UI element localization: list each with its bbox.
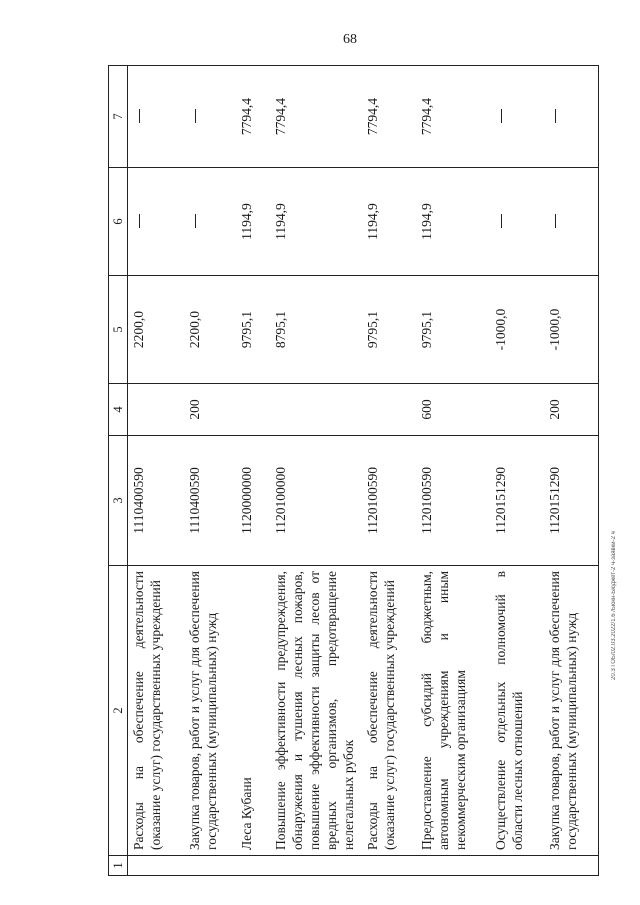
target-code: 1120100590 [362, 436, 416, 566]
document-footer-note: 20.3 ГОБ/02.03.2022/1.6 /Бюкн-Бюджет-2 ч-заявки-2 ч [611, 531, 617, 680]
amount-col6 [184, 168, 236, 276]
col1-cell [362, 856, 416, 876]
header-col-3: 3 [109, 436, 128, 566]
col1-cell [490, 856, 544, 876]
amount-col7: 7794,4 [236, 66, 270, 168]
amount-col7 [128, 66, 185, 168]
amount-col7 [184, 66, 236, 168]
col1-cell [184, 856, 236, 876]
expense-type: 200 [184, 384, 236, 436]
page-number: 68 [343, 32, 357, 47]
amount-col5: 2200,0 [128, 276, 185, 384]
item-name: Предоставление субсидий бюджетным, автономным учреждениям и иным некоммерческим организациям [416, 566, 490, 856]
dash-mark [555, 215, 556, 229]
item-name: Закупка товаров, работ и услуг для обеспечения государственных (муниципальных) нужд [184, 566, 236, 856]
dash-mark [195, 110, 196, 124]
dash-mark [139, 215, 140, 229]
amount-col7: 7794,4 [416, 66, 490, 168]
expense-type [236, 384, 270, 436]
table-row [270, 66, 362, 876]
dash-mark [501, 215, 502, 229]
budget-table [108, 65, 599, 876]
expense-type [490, 384, 544, 436]
table-row [128, 66, 185, 876]
table-row [362, 66, 416, 876]
amount-col6: 1194,9 [362, 168, 416, 276]
expense-type [128, 384, 185, 436]
amount-col5: 9795,1 [236, 276, 270, 384]
item-name: Повышение эффективности предупреждения, обнаружения и тушения лесных пожаров, повышение эффективности защиты лесов от вредных организмов, предотвращение нелегальных рубок [270, 566, 362, 856]
amount-col5: -1000,0 [544, 276, 599, 384]
table-row [416, 66, 490, 876]
header-col-1: 1 [109, 856, 128, 876]
table-row [236, 66, 270, 876]
amount-col5: 2200,0 [184, 276, 236, 384]
expense-type: 600 [416, 384, 490, 436]
amount-col7 [490, 66, 544, 168]
rotated-table-wrapper [108, 66, 583, 876]
header-col-2: 2 [109, 566, 128, 856]
col1-cell [128, 856, 185, 876]
item-name: Расходы на обеспечение деятельности (оказание услуг) государственных учреждений [128, 566, 185, 856]
amount-col7 [544, 66, 599, 168]
target-code: 1120151290 [544, 436, 599, 566]
col1-cell [416, 856, 490, 876]
col1-cell [544, 856, 599, 876]
dash-mark [195, 215, 196, 229]
header-row [109, 66, 128, 876]
table-row [490, 66, 544, 876]
amount-col5: 8795,1 [270, 276, 362, 384]
header-col-6: 6 [109, 168, 128, 276]
amount-col5: 9795,1 [416, 276, 490, 384]
item-name: Леса Кубани [236, 566, 270, 856]
amount-col6: 1194,9 [270, 168, 362, 276]
item-name: Осуществление отдельных полномочий в области лесных отношений [490, 566, 544, 856]
header-col-5: 5 [109, 276, 128, 384]
table-row [544, 66, 599, 876]
target-code: 1120000000 [236, 436, 270, 566]
col1-cell [236, 856, 270, 876]
expense-type [270, 384, 362, 436]
amount-col5: -1000,0 [490, 276, 544, 384]
target-code: 1120100590 [416, 436, 490, 566]
dash-mark [555, 110, 556, 124]
target-code: 1120151290 [490, 436, 544, 566]
amount-col7: 7794,4 [362, 66, 416, 168]
amount-col6: 1194,9 [416, 168, 490, 276]
amount-col7: 7794,4 [270, 66, 362, 168]
amount-col6 [490, 168, 544, 276]
item-name: Расходы на обеспечение деятельности (оказание услуг) государственных учреждений [362, 566, 416, 856]
dash-mark [139, 110, 140, 124]
expense-type: 200 [544, 384, 599, 436]
table-row [184, 66, 236, 876]
header-col-7: 7 [109, 66, 128, 168]
target-code: 1120100000 [270, 436, 362, 566]
dash-mark [501, 110, 502, 124]
amount-col6: 1194,9 [236, 168, 270, 276]
amount-col6 [544, 168, 599, 276]
expense-type [362, 384, 416, 436]
col1-cell [270, 856, 362, 876]
item-name: Закупка товаров, работ и услуг для обеспечения государственных (муниципальных) нужд [544, 566, 599, 856]
target-code: 1110400590 [184, 436, 236, 566]
amount-col6 [128, 168, 185, 276]
amount-col5: 9795,1 [362, 276, 416, 384]
target-code: 1110400590 [128, 436, 185, 566]
header-col-4: 4 [109, 384, 128, 436]
